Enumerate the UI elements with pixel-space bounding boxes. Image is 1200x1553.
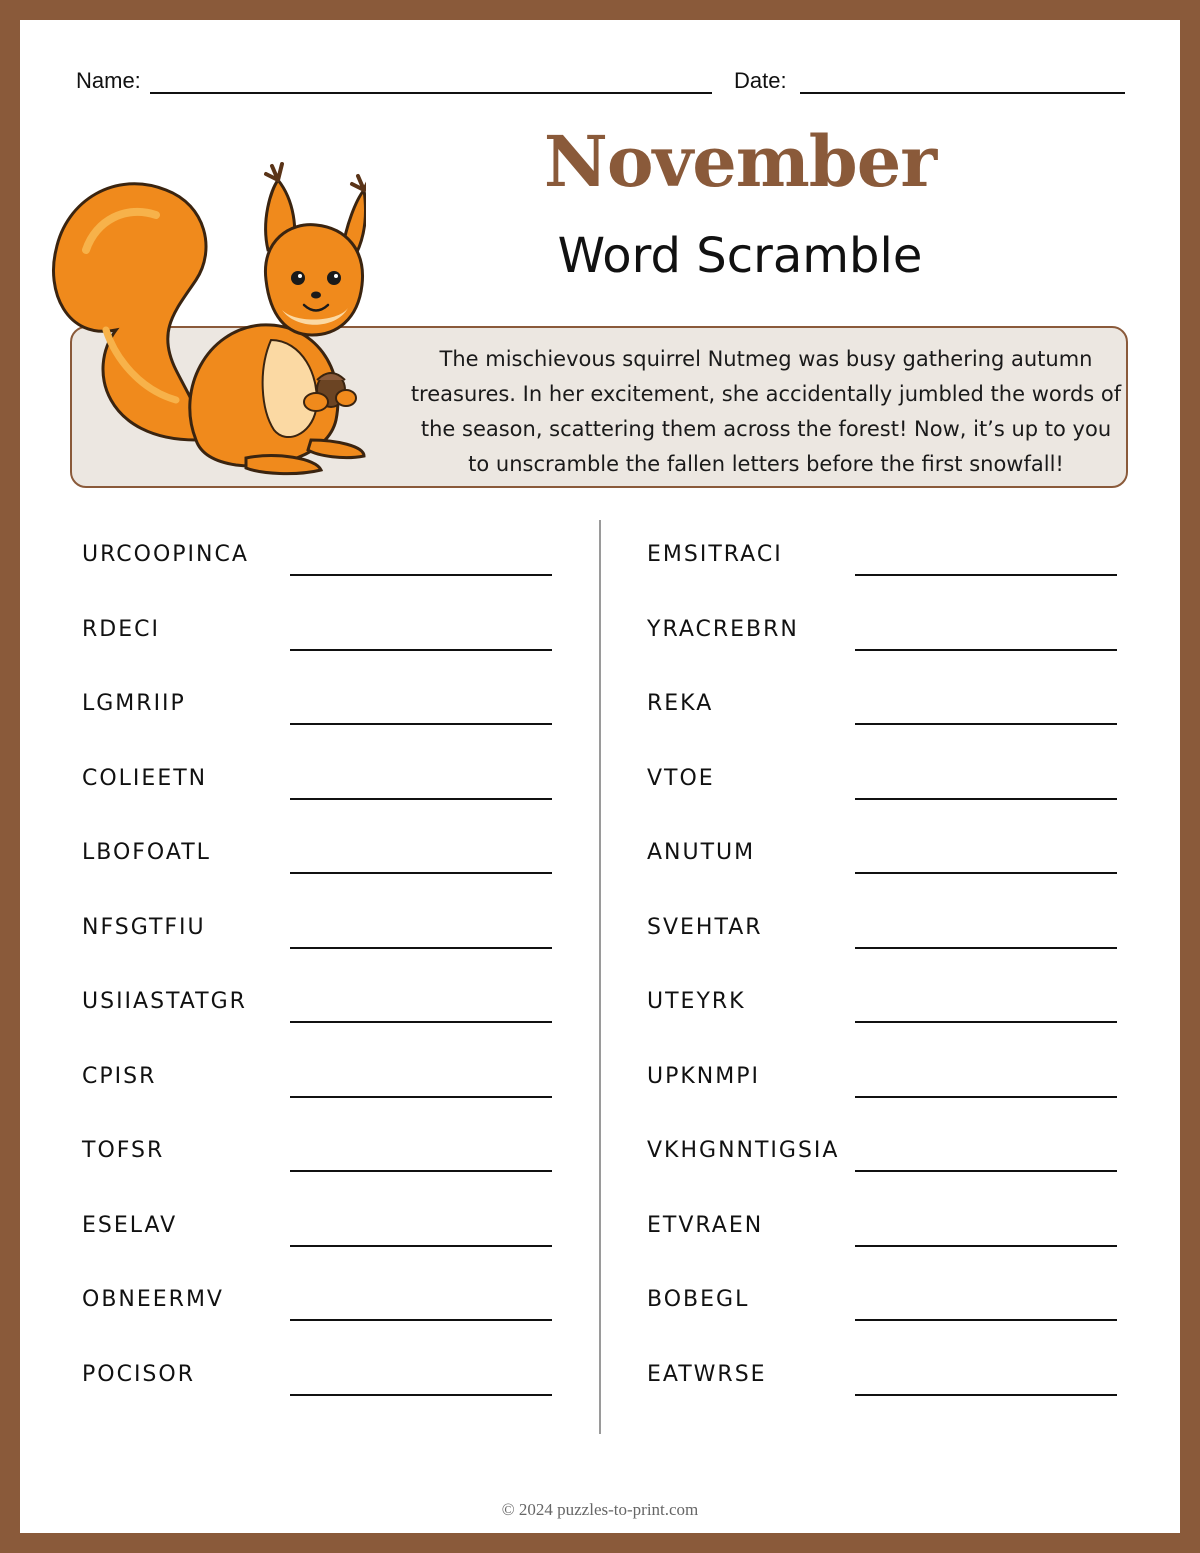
intro-text: The mischievous squirrel Nutmeg was busy gathering autumn treasures. In her excitement, she accidentally jumbled the words of the season, scattering them across the forest! Now, it’s up to you to unscramble the fallen letters before the first snowfall! bbox=[410, 347, 1122, 476]
scrambled-word: NFSGTFIU bbox=[82, 914, 206, 940]
answer-line[interactable] bbox=[290, 723, 552, 725]
copyright-footer: © 2024 puzzles-to-print.com bbox=[501, 1500, 699, 1519]
answer-line[interactable] bbox=[290, 872, 552, 874]
answer-line[interactable] bbox=[290, 947, 552, 949]
answer-line[interactable] bbox=[290, 574, 552, 576]
page-title: November bbox=[543, 120, 937, 203]
page-subtitle: Word Scramble bbox=[557, 228, 923, 284]
answer-line[interactable] bbox=[290, 649, 552, 651]
scrambled-word: COLIEETN bbox=[82, 765, 208, 791]
scramble-row bbox=[647, 744, 1127, 819]
scrambled-word: ETVRAEN bbox=[647, 1212, 764, 1238]
scramble-row bbox=[647, 818, 1127, 893]
scramble-row bbox=[647, 595, 1127, 670]
answer-line[interactable] bbox=[855, 1394, 1117, 1396]
answer-line[interactable] bbox=[290, 1319, 552, 1321]
worksheet-page bbox=[20, 20, 1180, 1533]
scramble-row bbox=[647, 893, 1127, 968]
answer-line[interactable] bbox=[290, 798, 552, 800]
scrambled-word: REKA bbox=[647, 691, 714, 716]
answer-line[interactable] bbox=[855, 649, 1117, 651]
name-field-line[interactable] bbox=[150, 92, 712, 94]
scrambled-word: RDECI bbox=[82, 616, 160, 642]
answer-line[interactable] bbox=[855, 1096, 1117, 1098]
scrambled-word: VTOE bbox=[647, 765, 715, 791]
answer-line[interactable] bbox=[855, 1319, 1117, 1321]
scrambled-word: OBNEERMV bbox=[82, 1287, 224, 1312]
scramble-column-right bbox=[647, 520, 1127, 1414]
scramble-row bbox=[647, 520, 1127, 595]
scramble-row bbox=[82, 1042, 562, 1117]
scrambled-word: USIIASTATGR bbox=[82, 989, 247, 1014]
answer-line[interactable] bbox=[855, 1245, 1117, 1247]
scrambled-word: CPISR bbox=[82, 1063, 157, 1089]
scramble-row bbox=[82, 669, 562, 744]
scrambled-word: EMSITRACI bbox=[647, 542, 783, 567]
name-label: Name: bbox=[76, 68, 141, 93]
scramble-row bbox=[647, 1191, 1127, 1266]
scramble-row bbox=[82, 1191, 562, 1266]
answer-line[interactable] bbox=[855, 872, 1117, 874]
answer-line[interactable] bbox=[290, 1394, 552, 1396]
scrambled-word: ANUTUM bbox=[647, 840, 756, 865]
scrambled-word: URCOOPINCA bbox=[82, 542, 249, 567]
scrambled-word: LGMRIIP bbox=[82, 691, 186, 716]
scramble-row bbox=[82, 967, 562, 1042]
scramble-row bbox=[82, 818, 562, 893]
column-divider bbox=[599, 520, 601, 1434]
scramble-row bbox=[82, 595, 562, 670]
scrambled-word: LBOFOATL bbox=[82, 840, 211, 865]
scrambled-word: UTEYRK bbox=[647, 989, 746, 1014]
answer-line[interactable] bbox=[290, 1021, 552, 1023]
answer-line[interactable] bbox=[855, 574, 1117, 576]
scrambled-word: TOFSR bbox=[82, 1138, 165, 1163]
scramble-row bbox=[82, 893, 562, 968]
answer-line[interactable] bbox=[290, 1096, 552, 1098]
scramble-row bbox=[647, 1116, 1127, 1191]
answer-line[interactable] bbox=[855, 947, 1117, 949]
scramble-row bbox=[82, 1340, 562, 1415]
answer-line[interactable] bbox=[855, 723, 1117, 725]
scramble-row bbox=[647, 669, 1127, 744]
scramble-row bbox=[647, 967, 1127, 1042]
scramble-row bbox=[647, 1042, 1127, 1117]
scrambled-word: VKHGNNTIGSIA bbox=[647, 1138, 840, 1163]
answer-line[interactable] bbox=[290, 1245, 552, 1247]
scrambled-word: EATWRSE bbox=[647, 1361, 767, 1387]
squirrel-illustration bbox=[46, 140, 366, 480]
scrambled-word: UPKNMPI bbox=[647, 1063, 760, 1089]
scrambled-word: SVEHTAR bbox=[647, 914, 763, 940]
scramble-row bbox=[82, 744, 562, 819]
scrambled-word: BOBEGL bbox=[647, 1287, 750, 1312]
date-field-line[interactable] bbox=[800, 92, 1125, 94]
scramble-row bbox=[82, 1116, 562, 1191]
scramble-column-left bbox=[82, 520, 562, 1414]
scramble-row bbox=[82, 1265, 562, 1340]
scramble-row bbox=[82, 520, 562, 595]
answer-line[interactable] bbox=[855, 1021, 1117, 1023]
date-label: Date: bbox=[734, 68, 787, 93]
scramble-row bbox=[647, 1265, 1127, 1340]
scramble-row bbox=[647, 1340, 1127, 1415]
answer-line[interactable] bbox=[855, 1170, 1117, 1172]
scrambled-word: YRACREBRN bbox=[647, 616, 799, 642]
answer-line[interactable] bbox=[290, 1170, 552, 1172]
scrambled-word: ESELAV bbox=[82, 1212, 178, 1238]
answer-line[interactable] bbox=[855, 798, 1117, 800]
scrambled-word: POCISOR bbox=[82, 1361, 195, 1387]
